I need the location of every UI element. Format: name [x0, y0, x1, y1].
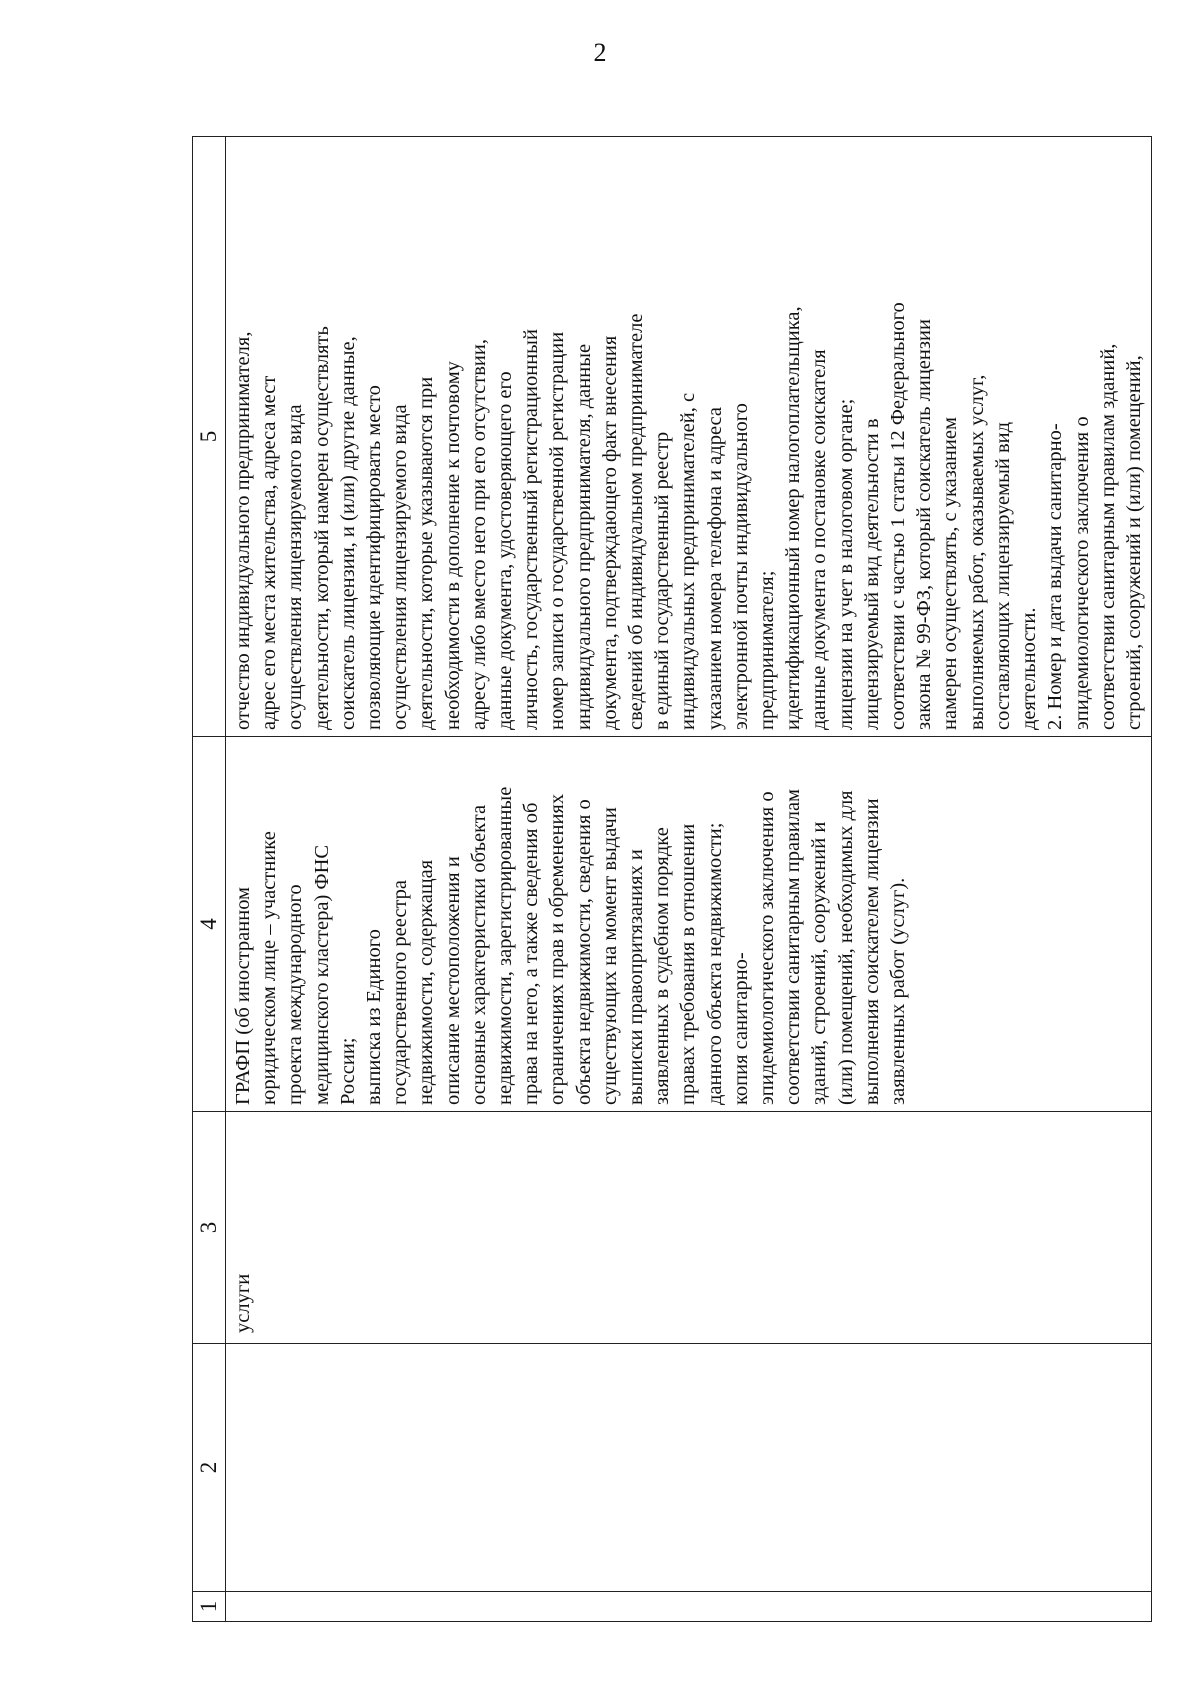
- license-documents-table: [192, 136, 1152, 1622]
- header-row: [193, 137, 226, 1622]
- header-col-1: 1: [193, 1592, 226, 1622]
- table-row: [226, 137, 1152, 1622]
- cell-col-4-text: ГРАФП (об иностранном юридическом лице – участнике проекта международного медицинского кластера) ФНС России; выписка из Единого государственного реестра недвижимости, содержащая описание местоположения и основные характеристики объекта недвижимости, зарегистрированные права на него, а также сведения об ограничениях прав и обременениях объекта недвижимости, сведения о существующих на момент выдачи выписки правопритязаниях и заявленных в судебном порядке правах требования в отношении данного объекта недвижимости; копия санитарно- эпидемиологического заключения о соответствии санитарным правилам зданий, строений, сооружений и (или) помещений, необходимых для выполнения соискателем лицензии заявленных работ (услуг).: [232, 786, 910, 1105]
- page-number: 2: [593, 38, 607, 67]
- cell-col-3-text: услуги: [232, 1273, 254, 1333]
- cell-col-5-text: отчество индивидуального предпринимателя, адрес его места жительства, адреса мест осуществления лицензируемого вида деятельности, который намерен осуществлять соискатель лицензии, и (или) другие данные, позволяющие идентифицировать место осуществления лицензируемого вида деятельности, которые указываются при необходимости в дополнение к почтовому адресу либо вместо него при его отсутствии, данные документа, удостоверяющего его личность, государственный регистрационный номер записи о государственной регистрации индивидуального предпринимателя, данные документа, подтверждающего факт внесения сведений об индивидуальном предпринимателе в единый государственный реестр индивидуальных предпринимателей, с указанием номера телефона и адреса электронной почты индивидуального предпринимателя; идентификационный номер налогоплательщика, данные документа о постановке соискателя лицензии на учет в налоговом органе; лицензируемый вид деятельности в соответствии с частью 1 статьи 12 Федерального закона № 99-ФЗ, который соискатель лицензии намерен осуществлять, с указанием выполняемых работ, оказываемых услуг, составляющих лицензируемый вид деятельности. 2. Номер и дата выдачи санитарно- эпидемиологического заключения о соответствии санитарным правилам зданий, строений, сооружений и (или) помещений,: [232, 302, 1145, 730]
- header-col-3: 3: [193, 1112, 226, 1344]
- header-col-4: 4: [193, 737, 226, 1112]
- header-col-5: 5: [193, 137, 226, 737]
- rotated-table-frame: [192, 137, 1185, 1622]
- cell-col-4: [226, 737, 1152, 1112]
- cell-col-3: [226, 1112, 1152, 1344]
- cell-col-5: [226, 137, 1152, 737]
- header-col-2: 2: [193, 1344, 226, 1592]
- cell-col-2-text: [226, 1344, 234, 1591]
- cell-col-2: [226, 1344, 1152, 1592]
- cell-col-1-text: [226, 1592, 234, 1621]
- cell-col-1: [226, 1592, 1152, 1622]
